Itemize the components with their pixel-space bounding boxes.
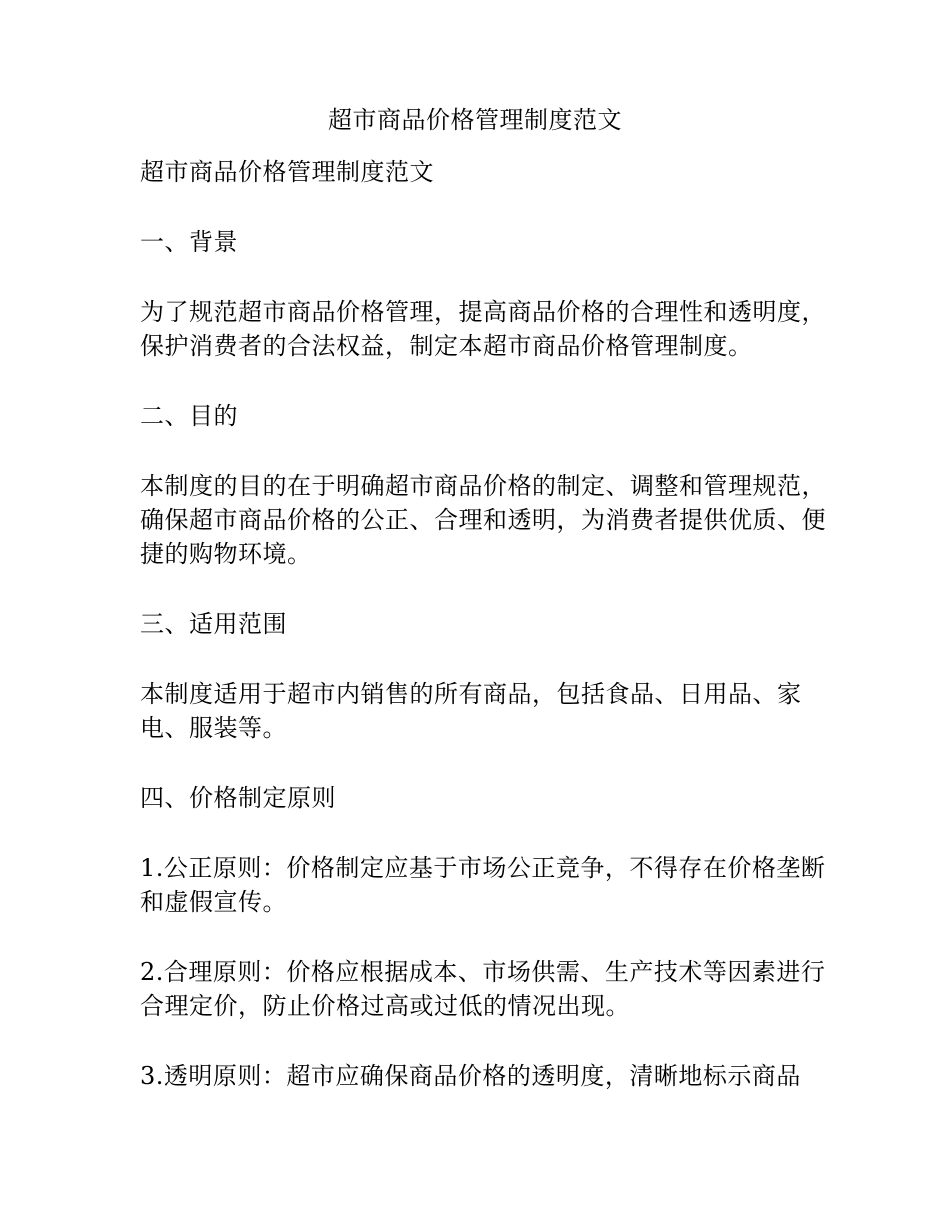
section-heading-scope: 三、适用范围 (140, 610, 287, 638)
document-body (140, 155, 830, 1129)
section-body-background: 为了规范超市商品价格管理，提高商品价格的合理性和透明度，保护消费者的合法权益，制定本超市商品价格管理制度。 (140, 298, 826, 360)
principle-item-reasonableness: 2.合理原则：价格应根据成本、市场供需、生产技术等因素进行合理定价，防止价格过高或过低的情况出现。 (140, 958, 826, 1020)
document-subtitle: 超市商品价格管理制度范文 (140, 158, 434, 186)
section-body-scope: 本制度适用于超市内销售的所有商品，包括食品、日用品、家电、服装等。 (140, 680, 802, 742)
section-body-purpose: 本制度的目的在于明确超市商品价格的制定、调整和管理规范，确保超市商品价格的公正、合理和透明，为消费者提供优质、便捷的购物环境。 (140, 472, 826, 568)
principle-item-transparency: 3.透明原则：超市应确保商品价格的透明度，清晰地标示商品 (140, 1062, 801, 1090)
document-title: 超市商品价格管理制度范文 (328, 106, 622, 134)
section-heading-purpose: 二、目的 (140, 402, 238, 430)
principle-item-fairness: 1.公正原则：价格制定应基于市场公正竞争，不得存在价格垄断和虚假宣传。 (140, 854, 826, 916)
section-heading-background: 一、背景 (140, 228, 238, 256)
section-heading-pricing-principles: 四、价格制定原则 (140, 784, 336, 812)
